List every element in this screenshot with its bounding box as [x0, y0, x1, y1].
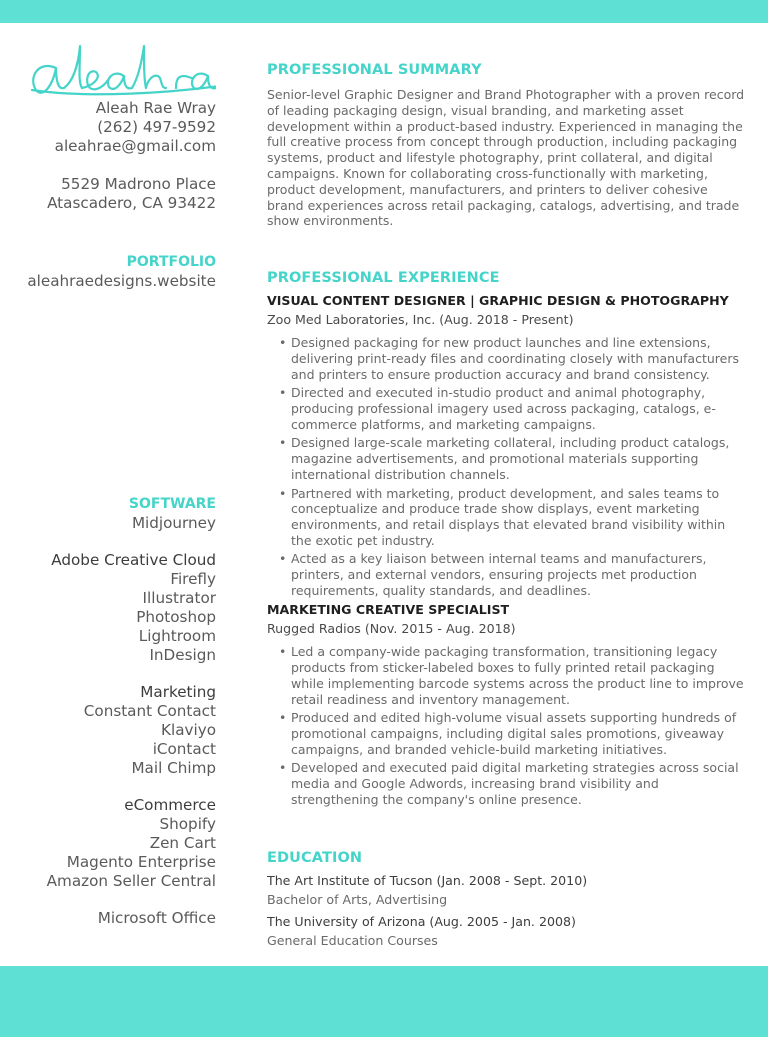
software-item: Microsoft Office: [97, 909, 216, 927]
job-entry: [267, 293, 747, 598]
job-bullets: [267, 644, 747, 807]
contact-name: Aleah Rae Wray: [95, 99, 216, 117]
education-degree: Bachelor of Arts, Advertising: [267, 892, 448, 908]
software-item: Amazon Seller Central: [46, 872, 216, 890]
education-entry: [267, 914, 747, 949]
top-accent-band: [0, 0, 768, 23]
software-item: Klaviyo: [161, 721, 216, 739]
summary-text: Senior-level Graphic Designer and Brand Photographer with a proven record of leading packaging design, visual branding, and marketing asset development within a product-based industry. Experienced in managing the full creative process from concept through production, including packaging systems, product and lifestyle photography, print collateral, and digital campaigns. Known for collaborating cross-functionally with marketing, product development, manufacturers, and printers to deliver cohesive brand experiences across retail packaging, catalogs, advertising, and trade show environments.: [267, 87, 745, 229]
job-bullet: • Designed packaging for new product launches and line extensions, delivering print-ready files and coordinating closely with manufacturers and printers to ensure production accuracy and brand consistency.: [267, 335, 747, 382]
software-item: InDesign: [149, 646, 216, 664]
portfolio-heading: PORTFOLIO: [126, 254, 216, 270]
software-item: Zen Cart: [149, 834, 216, 852]
job-company: Zoo Med Laboratories, Inc. (Aug. 2018 - Present): [267, 312, 574, 328]
software-heading: SOFTWARE: [128, 496, 216, 512]
job-bullet: • Led a company-wide packaging transformation, transitioning legacy products from sticker-labeled boxes to fully printed retail packaging while implementing barcode systems across the product line to improve retail readiness and inventory management.: [267, 644, 747, 707]
bottom-accent-band: [0, 966, 768, 1037]
software-item: Constant Contact: [83, 702, 216, 720]
software-item: Illustrator: [142, 589, 216, 607]
software-item: Shopify: [159, 815, 216, 833]
job-bullet: • Developed and executed paid digital marketing strategies across social media and Google Adwords, increasing brand visibility and strengthening the company's online presence.: [267, 760, 747, 807]
software-item: Lightroom: [138, 627, 216, 645]
contact-email[interactable]: aleahrae@gmail.com: [54, 137, 216, 155]
software-group-marketing: Marketing: [140, 683, 216, 701]
portfolio-section: [0, 253, 216, 291]
main-content: [267, 61, 747, 949]
job-bullet: • Produced and edited high-volume visual assets supporting hundreds of promotional campaigns, including digital sales promotions, giveaway campaigns, and branded vehicle-build marketing initiatives.: [267, 710, 747, 757]
software-group-ecommerce: eCommerce: [124, 796, 216, 814]
job-bullets: [267, 335, 747, 598]
job-title: MARKETING CREATIVE SPECIALIST: [267, 602, 510, 618]
software-item: iContact: [152, 740, 216, 758]
job-entry: [267, 602, 747, 807]
contact-phone[interactable]: (262) 497-9592: [97, 118, 216, 136]
experience-heading: PROFESSIONAL EXPERIENCE: [267, 270, 500, 287]
contact-street: 5529 Madrono Place: [61, 175, 216, 193]
job-company: Rugged Radios (Nov. 2015 - Aug. 2018): [267, 621, 516, 637]
job-bullet: • Partnered with marketing, product development, and sales teams to conceptualize and produce trade show displays, event marketing environments, and retail displays that elevated brand visibility within the exotic pet industry.: [267, 486, 747, 549]
education-school: The University of Arizona (Aug. 2005 - Jan. 2008): [267, 914, 576, 930]
job-title: VISUAL CONTENT DESIGNER | GRAPHIC DESIGN & PHOTOGRAPHY: [267, 293, 729, 309]
software-section: [0, 495, 216, 928]
education-degree: General Education Courses: [267, 933, 438, 949]
software-item: Midjourney: [131, 514, 216, 532]
software-item: Photoshop: [136, 608, 216, 626]
software-item: Mail Chimp: [131, 759, 216, 777]
sidebar: [20, 38, 216, 938]
portfolio-link[interactable]: aleahraedesigns.website: [27, 272, 216, 290]
job-bullet: • Designed large-scale marketing collateral, including product catalogs, magazine advertisements, and promotional materials supporting international distribution channels.: [267, 435, 747, 482]
contact-city: Atascadero, CA 93422: [47, 194, 216, 212]
software-item: Firefly: [170, 570, 216, 588]
software-item: Magento Enterprise: [66, 853, 216, 871]
software-group-adobe: Adobe Creative Cloud: [51, 551, 216, 569]
job-bullet: • Directed and executed in-studio product and animal photography, producing professional imagery used across packaging, catalogs, e-commerce platforms, and marketing campaigns.: [267, 385, 747, 432]
job-bullet: • Acted as a key liaison between internal teams and manufacturers, printers, and external vendors, ensuring projects met production requirements, quality standards, and deadlines.: [267, 551, 747, 598]
education-entry: [267, 873, 747, 908]
summary-heading: PROFESSIONAL SUMMARY: [267, 62, 482, 78]
education-heading: EDUCATION: [267, 850, 363, 867]
education-school: The Art Institute of Tucson (Jan. 2008 - Sept. 2010): [267, 873, 588, 889]
